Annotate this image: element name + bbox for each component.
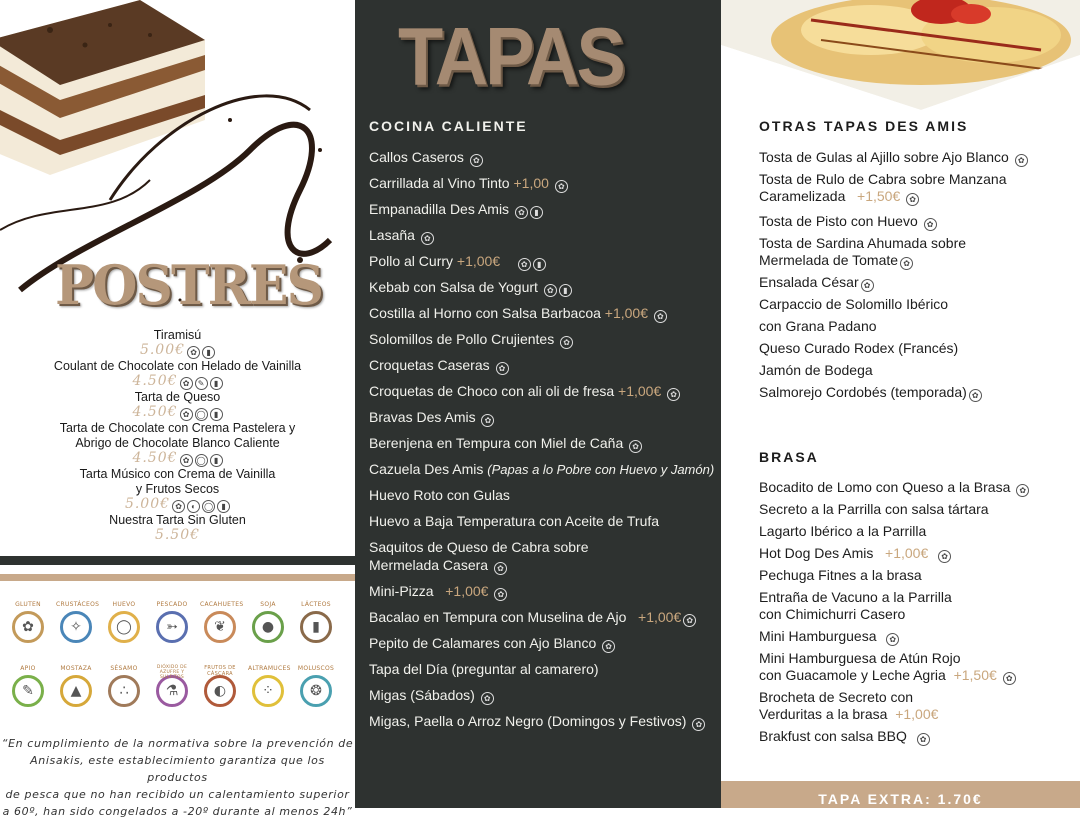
menu-item: Huevo Roto con Gulas <box>369 487 510 503</box>
desserts-list <box>0 328 355 543</box>
milk-icon: ▮ <box>202 346 215 359</box>
wheat-icon: ✿ <box>602 640 615 653</box>
allergen-mostaza: MOSTAZA ▲ <box>56 665 96 707</box>
wheat-icon: ✿ <box>917 733 930 746</box>
allergen-apio: APIO ✎ <box>8 665 48 707</box>
wheat-icon: ✿ <box>180 377 193 390</box>
nut-icon: ◐ <box>204 675 236 707</box>
wheat-icon: ✿ <box>494 562 507 575</box>
dessert-item <box>0 328 355 359</box>
wheat-icon: ✿ <box>481 414 494 427</box>
dessert-name: Tiramisú <box>153 328 202 342</box>
wheat-icon: ✿ <box>481 692 494 705</box>
wheat-icon: ✿ <box>629 440 642 453</box>
milk-icon: ▮ <box>530 206 543 219</box>
wheat-icon: ✿ <box>886 633 899 646</box>
menu-item: Kebab con Salsa de Yogurt ✿ ▮ <box>369 278 572 297</box>
menu-item: Hot Dog Des Amis +1,00€ ✿ <box>759 545 951 563</box>
menu-item: Brocheta de Secreto con Verduritas a la brasa +1,00€ <box>759 689 939 722</box>
menu-item: Berenjena en Tempura con Miel de Caña ✿ <box>369 434 642 453</box>
wheat-icon: ✿ <box>938 550 951 563</box>
dessert-name-line2: y Frutos Secos <box>135 482 220 496</box>
wheat-icon: ✿ <box>515 206 528 219</box>
soy-icon: ● <box>252 611 284 643</box>
allergen-pescado: PESCADO ➳ <box>152 601 192 643</box>
dessert-price: 4.50€ <box>132 450 178 466</box>
tapas-title: TAPAS <box>398 10 623 103</box>
toast-image <box>721 0 1080 110</box>
allergen-soja: SOJA ● <box>248 601 288 643</box>
menu-item: Bravas Des Amis ✿ <box>369 408 494 427</box>
allergen-crustaceos: CRUSTÁCEOS ✧ <box>56 601 96 643</box>
dessert-name: Tarta de Queso <box>134 390 221 404</box>
menu-item: Queso Curado Rodex (Francés) <box>759 340 959 356</box>
milk-icon: ▮ <box>533 258 546 271</box>
milk-icon: ▮ <box>217 500 230 513</box>
menu-item: Mini-Pizza +1,00€ ✿ <box>369 582 507 601</box>
wheat-icon: ✿ <box>861 279 874 292</box>
dessert-name: Coulant de Chocolate con Helado de Vainilla <box>53 359 302 373</box>
allergen-sesamo: SÉSAMO ∴ <box>104 665 144 707</box>
wheat-icon: ✿ <box>544 284 557 297</box>
wheat-icon: ✿ <box>969 389 982 402</box>
wheat-icon: ✿ <box>496 362 509 375</box>
wheat-icon: ✿ <box>1016 484 1029 497</box>
wheat-icon: ✿ <box>421 232 434 245</box>
dessert-price: 5.50€ <box>154 527 201 543</box>
wheat-icon: ✿ <box>12 611 44 643</box>
dessert-item <box>0 359 355 390</box>
mustard-icon: ▲ <box>60 675 92 707</box>
allergen-lacteos: LÁCTEOS ▮ <box>296 601 336 643</box>
wheat-icon: ✿ <box>924 218 937 231</box>
allergen-moluscos: MOLUSCOS ❂ <box>296 665 336 707</box>
menu-item: Bacalao en Tempura con Muselina de Ajo +1,00€ ✿ <box>369 608 696 627</box>
wheat-icon: ✿ <box>692 718 705 731</box>
wheat-icon: ✿ <box>555 180 568 193</box>
allergen-altramuces: ALTRAMUCES ⁘ <box>248 665 288 707</box>
note-line: “En cumplimiento de la normativa sobre la prevención de <box>1 737 354 750</box>
menu-item: Pechuga Fitnes a la brasa <box>759 567 922 583</box>
sulphite-icon: ⚗ <box>156 675 188 707</box>
menu-item: Carrillada al Vino Tinto +1,00 ✿ <box>369 174 568 193</box>
dessert-price: 5.00€ <box>139 342 186 358</box>
sesame-icon: ∴ <box>108 675 140 707</box>
note-line: Anisakis, este establecimiento garantiza que los productos <box>30 754 325 784</box>
shell-icon: ❂ <box>300 675 332 707</box>
tapa-photo <box>721 0 1080 110</box>
menu-item: Huevo a Baja Temperatura con Aceite de Trufa <box>369 513 660 529</box>
lupin-icon: ⁘ <box>252 675 284 707</box>
dessert-name: Tarta Músico con Crema de Vainilla <box>79 467 276 481</box>
dessert-name-line2: Abrigo de Chocolate Blanco Caliente <box>75 436 280 450</box>
menu-item: Brakfust con salsa BBQ ✿ <box>759 728 930 746</box>
lobster-icon: ✧ <box>60 611 92 643</box>
nut-icon: ◐ <box>187 500 200 513</box>
egg-icon: ◯ <box>202 500 215 513</box>
tapa-extra-bar: TAPA EXTRA: 1.70€ <box>721 781 1080 808</box>
divider-dark <box>0 556 355 565</box>
dessert-price: 4.50€ <box>132 373 178 389</box>
dessert-price: 4.50€ <box>132 404 178 420</box>
postres-panel <box>0 0 355 818</box>
milk-icon: ▮ <box>210 454 223 467</box>
menu-item: Secreto a la Parrilla con salsa tártara <box>759 501 989 517</box>
dessert-item <box>0 467 355 513</box>
cocina-caliente-heading: COCINA CALIENTE <box>369 118 528 134</box>
otras-tapas-heading: OTRAS TAPAS DES AMIS <box>759 118 969 134</box>
menu-item: Pepito de Calamares con Ajo Blanco ✿ <box>369 634 615 653</box>
wheat-icon: ✿ <box>560 336 573 349</box>
dessert-name: Nuestra Tarta Sin Gluten <box>109 513 246 527</box>
menu-item: Saquitos de Queso de Cabra sobre Mermelada Casera ✿ <box>369 539 589 573</box>
egg-icon: ◯ <box>108 611 140 643</box>
brasa-heading: BRASA <box>759 449 819 465</box>
wheat-icon: ✿ <box>180 454 193 467</box>
milk-icon: ▮ <box>300 611 332 643</box>
menu-item: Migas (Sábados) ✿ <box>369 686 494 705</box>
dessert-item <box>0 390 355 421</box>
milk-icon: ▮ <box>559 284 572 297</box>
allergen-legend <box>0 581 355 721</box>
anisakis-note <box>0 735 355 820</box>
postres-title: POSTRES <box>55 253 323 318</box>
menu-item: Mini Hamburguesa ✿ <box>759 628 899 646</box>
note-line: a 60º, han sido congelados a -20º durante al menos 24h” <box>2 805 353 818</box>
menu-item: Costilla al Horno con Salsa Barbacoa +1,00€ ✿ <box>369 304 667 323</box>
dessert-name: Tarta de Chocolate con Crema Pastelera y <box>59 421 296 435</box>
note-line: de pesca que no han recibido un calentamiento superior <box>5 788 350 801</box>
dessert-item <box>0 421 355 467</box>
menu-item: Tosta de Sardina Ahumada sobre Mermelada de Tomate ✿ <box>759 235 967 268</box>
menu-item: Croquetas Caseras ✿ <box>369 356 509 375</box>
menu-item: Ensalada César ✿ <box>759 274 874 292</box>
menu-item: Tosta de Gulas al Ajillo sobre Ajo Blanco ✿ <box>759 149 1028 167</box>
wheat-icon: ✿ <box>1015 154 1028 167</box>
allergen-frutos-cascara: FRUTOS DE CÁSCARA ◐ <box>200 665 240 707</box>
fish-icon: ➳ <box>156 611 188 643</box>
menu-item: Mini Hamburguesa de Atún Rojo con Guacamole y Leche Agria +1,50€ ✿ <box>759 650 1016 685</box>
dessert-photo <box>0 0 355 330</box>
milk-icon: ▮ <box>210 408 223 421</box>
menu-item: Cazuela Des Amis (Papas a lo Pobre con Huevo y Jamón) <box>369 461 715 477</box>
menu-item: Salmorejo Cordobés (temporada) ✿ <box>759 384 982 402</box>
menu-item: Bocadito de Lomo con Queso a la Brasa ✿ <box>759 479 1029 497</box>
wheat-icon: ✿ <box>180 408 193 421</box>
menu-item: Croquetas de Choco con ali oli de fresa +1,00€ ✿ <box>369 382 680 401</box>
dessert-item <box>0 513 355 543</box>
allergen-huevo: HUEVO ◯ <box>104 601 144 643</box>
menu-item: Lasaña ✿ <box>369 226 434 245</box>
wheat-icon: ✿ <box>900 257 913 270</box>
menu-item: Empanadilla Des Amis ✿ ▮ <box>369 200 543 219</box>
menu-item: Tosta de Pisto con Huevo ✿ <box>759 213 937 231</box>
allergen-gluten: GLUTEN ✿ <box>8 601 48 643</box>
menu-item: Carpaccio de Solomillo Ibérico <box>759 296 949 312</box>
menu-item: Jamón de Bodega <box>759 362 873 378</box>
wheat-icon: ✿ <box>172 500 185 513</box>
egg-icon: ◯ <box>195 454 208 467</box>
menu-item: Lagarto Ibérico a la Parrilla <box>759 523 927 539</box>
milk-icon: ▮ <box>210 377 223 390</box>
menu-item: Pollo al Curry +1,00€ ✿ ▮ <box>369 252 546 271</box>
egg-icon: ◯ <box>195 408 208 421</box>
menu-item: Callos Caseros ✿ <box>369 148 483 167</box>
wheat-icon: ✿ <box>654 310 667 323</box>
menu-item: Migas, Paella o Arroz Negro (Domingos y Festivos) ✿ <box>369 712 705 731</box>
menu-item: Tosta de Rulo de Cabra sobre Manzana Caramelizada +1,50€ ✿ <box>759 171 1007 204</box>
allergen-cacahuetes: CACAHUETES ❦ <box>200 601 240 643</box>
wheat-icon: ✿ <box>906 193 919 206</box>
wheat-icon: ✿ <box>187 346 200 359</box>
dessert-price: 5.00€ <box>124 496 171 512</box>
wheat-icon: ✿ <box>494 588 507 601</box>
menu-item: Solomillos de Pollo Crujientes ✿ <box>369 330 573 349</box>
allergen-sulfitos: DIÓXIDO DE AZUFRE Y SULFITOS ⚗ <box>152 665 192 707</box>
menu-item: con Grana Padano <box>759 318 877 334</box>
menu-item: Tapa del Día (preguntar al camarero) <box>369 661 599 677</box>
wheat-icon: ✿ <box>667 388 680 401</box>
peanut-icon: ❦ <box>204 611 236 643</box>
wheat-icon: ✿ <box>683 614 696 627</box>
wheat-icon: ✿ <box>518 258 531 271</box>
wheat-icon: ✿ <box>1003 672 1016 685</box>
celery-icon: ✎ <box>195 377 208 390</box>
wheat-icon: ✿ <box>470 154 483 167</box>
menu-item: Entraña de Vacuno a la Parrilla con Chimichurri Casero <box>759 589 952 622</box>
celery-icon: ✎ <box>12 675 44 707</box>
divider-tan <box>0 574 355 581</box>
